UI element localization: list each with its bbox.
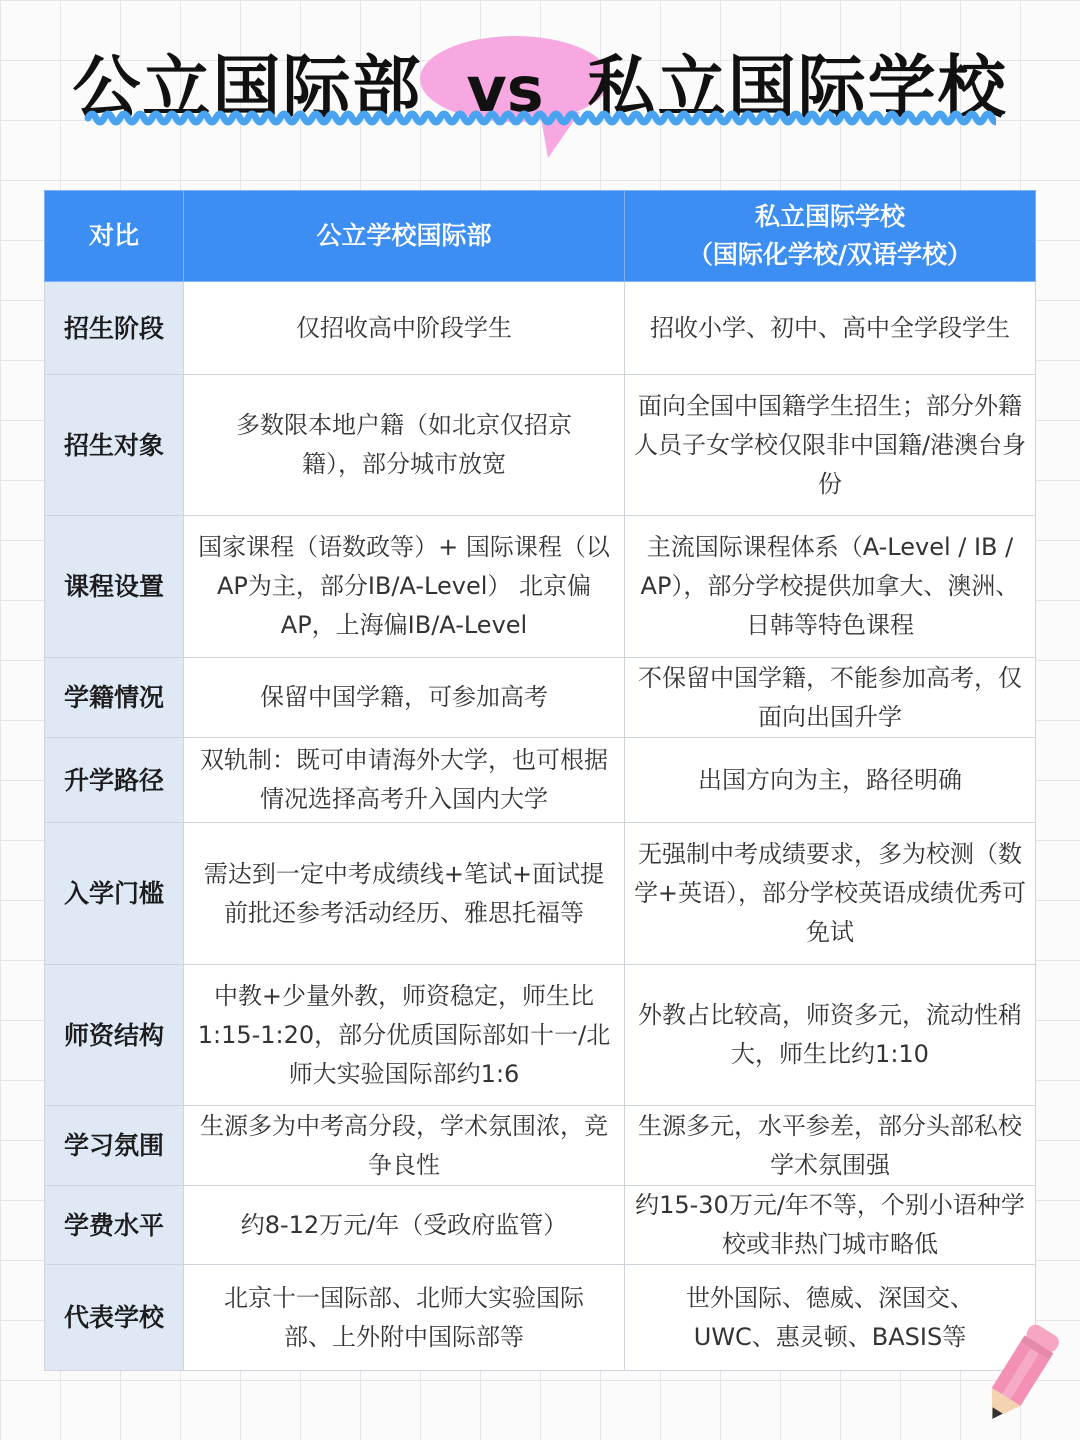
cell-public: 多数限本地户籍（如北京仅招京籍），部分城市放宽 [184, 375, 625, 516]
cell-private: 主流国际课程体系（A-Level / IB / AP），部分学校提供加拿大、澳洲、日韩等特色课程 [625, 516, 1036, 658]
cell-private: 面向全国中国籍学生招生；部分外籍人员子女学校仅限非中国籍/港澳台身份 [625, 375, 1036, 516]
cell-public: 北京十一国际部、北师大实验国际部、上外附中国际部等 [184, 1265, 625, 1371]
cell-public: 仅招收高中阶段学生 [184, 282, 625, 375]
cell-private: 生源多元，水平参差，部分头部私校学术氛围强 [625, 1106, 1036, 1186]
cell-private: 招收小学、初中、高中全学段学生 [625, 282, 1036, 375]
table-row [45, 738, 1036, 823]
row-label: 代表学校 [45, 1265, 184, 1371]
table-row [45, 823, 1036, 965]
cell-public: 需达到一定中考成绩线+笔试+面试提前批还参考活动经历、雅思托福等 [184, 823, 625, 965]
row-label: 升学路径 [45, 738, 184, 823]
cell-private: 世外国际、德威、深国交、UWC、惠灵顿、BASIS等 [625, 1265, 1036, 1371]
cell-public: 生源多为中考高分段，学术氛围浓，竞争良性 [184, 1106, 625, 1186]
title-vs: vs [466, 53, 544, 126]
wavy-underline-icon [84, 106, 996, 130]
row-label: 课程设置 [45, 516, 184, 658]
row-label: 学费水平 [45, 1186, 184, 1265]
title-banner [0, 0, 1080, 180]
header-compare: 对比 [45, 191, 184, 282]
comparison-table [44, 190, 1036, 1371]
header-private [625, 191, 1036, 282]
table-row [45, 1106, 1036, 1186]
title-left: 公立国际部 [72, 49, 423, 128]
row-label: 学习氛围 [45, 1106, 184, 1186]
cell-public: 双轨制：既可申请海外大学，也可根据情况选择高考升入国内大学 [184, 738, 625, 823]
title-right: 私立国际学校 [587, 49, 1008, 128]
cell-public: 约8-12万元/年（受政府监管） [184, 1186, 625, 1265]
cell-public: 国家课程（语数政等）+ 国际课程（以AP为主，部分IB/A-Level） 北京偏AP，上海偏IB/A-Level [184, 516, 625, 658]
table-row [45, 658, 1036, 738]
row-label: 师资结构 [45, 965, 184, 1106]
cell-private: 外教占比较高，师资多元，流动性稍大，师生比约1:10 [625, 965, 1036, 1106]
cell-private: 无强制中考成绩要求，多为校测（数学+英语），部分学校英语成绩优秀可免试 [625, 823, 1036, 965]
table-row [45, 965, 1036, 1106]
table-header-row [45, 191, 1036, 282]
row-label: 招生阶段 [45, 282, 184, 375]
header-public: 公立学校国际部 [184, 191, 625, 282]
table-row [45, 1186, 1036, 1265]
cell-private: 约15-30万元/年不等，个别小语种学校或非热门城市略低 [625, 1186, 1036, 1265]
cell-public: 中教+少量外教，师资稳定，师生比1:15-1:20，部分优质国际部如十一/北师大实验国际部约1:6 [184, 965, 625, 1106]
cell-private: 出国方向为主，路径明确 [625, 738, 1036, 823]
row-label: 招生对象 [45, 375, 184, 516]
cell-public: 保留中国学籍，可参加高考 [184, 658, 625, 738]
pencil-icon [968, 1318, 1068, 1434]
table-row [45, 516, 1036, 658]
table-row [45, 1265, 1036, 1371]
row-label: 入学门槛 [45, 823, 184, 965]
cell-private: 不保留中国学籍，不能参加高考，仅面向出国升学 [625, 658, 1036, 738]
table-row [45, 282, 1036, 375]
header-private-line1: 私立国际学校 [754, 202, 905, 231]
row-label: 学籍情况 [45, 658, 184, 738]
header-private-line2: （国际化学校/双语学校） [687, 240, 973, 269]
table-row [45, 375, 1036, 516]
